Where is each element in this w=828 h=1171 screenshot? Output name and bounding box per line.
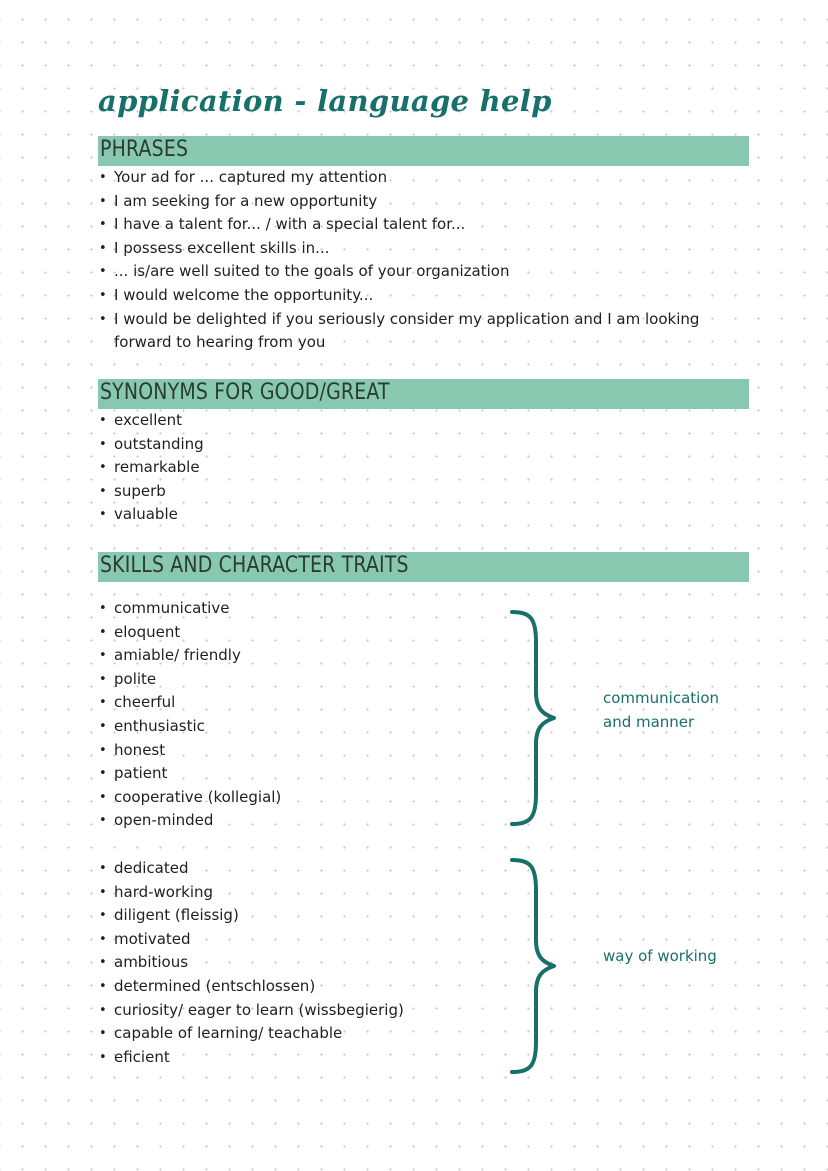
section-title-synonyms: SYNONYMS FOR GOOD/GREAT xyxy=(100,380,390,405)
list-item: • outstanding xyxy=(98,433,204,457)
section-header-synonyms xyxy=(98,379,749,409)
list-item: • honest xyxy=(98,739,281,763)
list-item: • curiosity/ eager to learn (wissbegierig) xyxy=(98,999,404,1023)
section-title-skills: SKILLS AND CHARACTER TRAITS xyxy=(100,553,409,578)
group-label-line: communication xyxy=(603,689,720,707)
list-item: • excellent xyxy=(98,409,204,433)
list-item: • communicative xyxy=(98,597,281,621)
group-label-communication xyxy=(603,686,719,734)
list-item: • diligent (fleissig) xyxy=(98,904,404,928)
list-item: • cooperative (kollegial) xyxy=(98,786,281,810)
list-item: • eficient xyxy=(98,1046,404,1070)
list-item: • determined (entschlossen) xyxy=(98,975,404,999)
list-item: • I would be delighted if you seriously consider my application and I am looking forward to hearing from you xyxy=(98,308,714,355)
list-item: • I have a talent for... / with a special talent for... xyxy=(98,213,714,237)
list-item: • remarkable xyxy=(98,456,204,480)
list-item: • eloquent xyxy=(98,621,281,645)
list-item: • dedicated xyxy=(98,857,404,881)
list-item: • open-minded xyxy=(98,809,281,833)
group-label-working: way of working xyxy=(603,947,717,965)
list-item: • ambitious xyxy=(98,951,404,975)
list-item: • cheerful xyxy=(98,691,281,715)
list-item: • patient xyxy=(98,762,281,786)
list-item: • polite xyxy=(98,668,281,692)
page-title: application - language help xyxy=(98,84,552,118)
section-header-skills xyxy=(98,552,749,582)
working-list xyxy=(98,857,404,1069)
section-title-phrases: PHRASES xyxy=(100,137,189,162)
list-item: • amiable/ friendly xyxy=(98,644,281,668)
list-item: • capable of learning/ teachable xyxy=(98,1022,404,1046)
list-item: • valuable xyxy=(98,503,204,527)
group-label-line: and manner xyxy=(603,713,695,731)
phrases-list xyxy=(98,166,714,355)
curly-brace-icon xyxy=(506,856,562,1076)
list-item: • motivated xyxy=(98,928,404,952)
list-item: • enthusiastic xyxy=(98,715,281,739)
list-item: • Your ad for ... captured my attention xyxy=(98,166,714,190)
communication-list xyxy=(98,597,281,833)
curly-brace-icon xyxy=(506,608,562,828)
list-item: • I am seeking for a new opportunity xyxy=(98,190,714,214)
list-item: • I possess excellent skills in... xyxy=(98,237,714,261)
synonyms-list xyxy=(98,409,204,527)
section-header-phrases xyxy=(98,136,749,166)
list-item: • ... is/are well suited to the goals of your organization xyxy=(98,260,714,284)
list-item: • hard-working xyxy=(98,881,404,905)
list-item: • I would welcome the opportunity... xyxy=(98,284,714,308)
list-item: • superb xyxy=(98,480,204,504)
